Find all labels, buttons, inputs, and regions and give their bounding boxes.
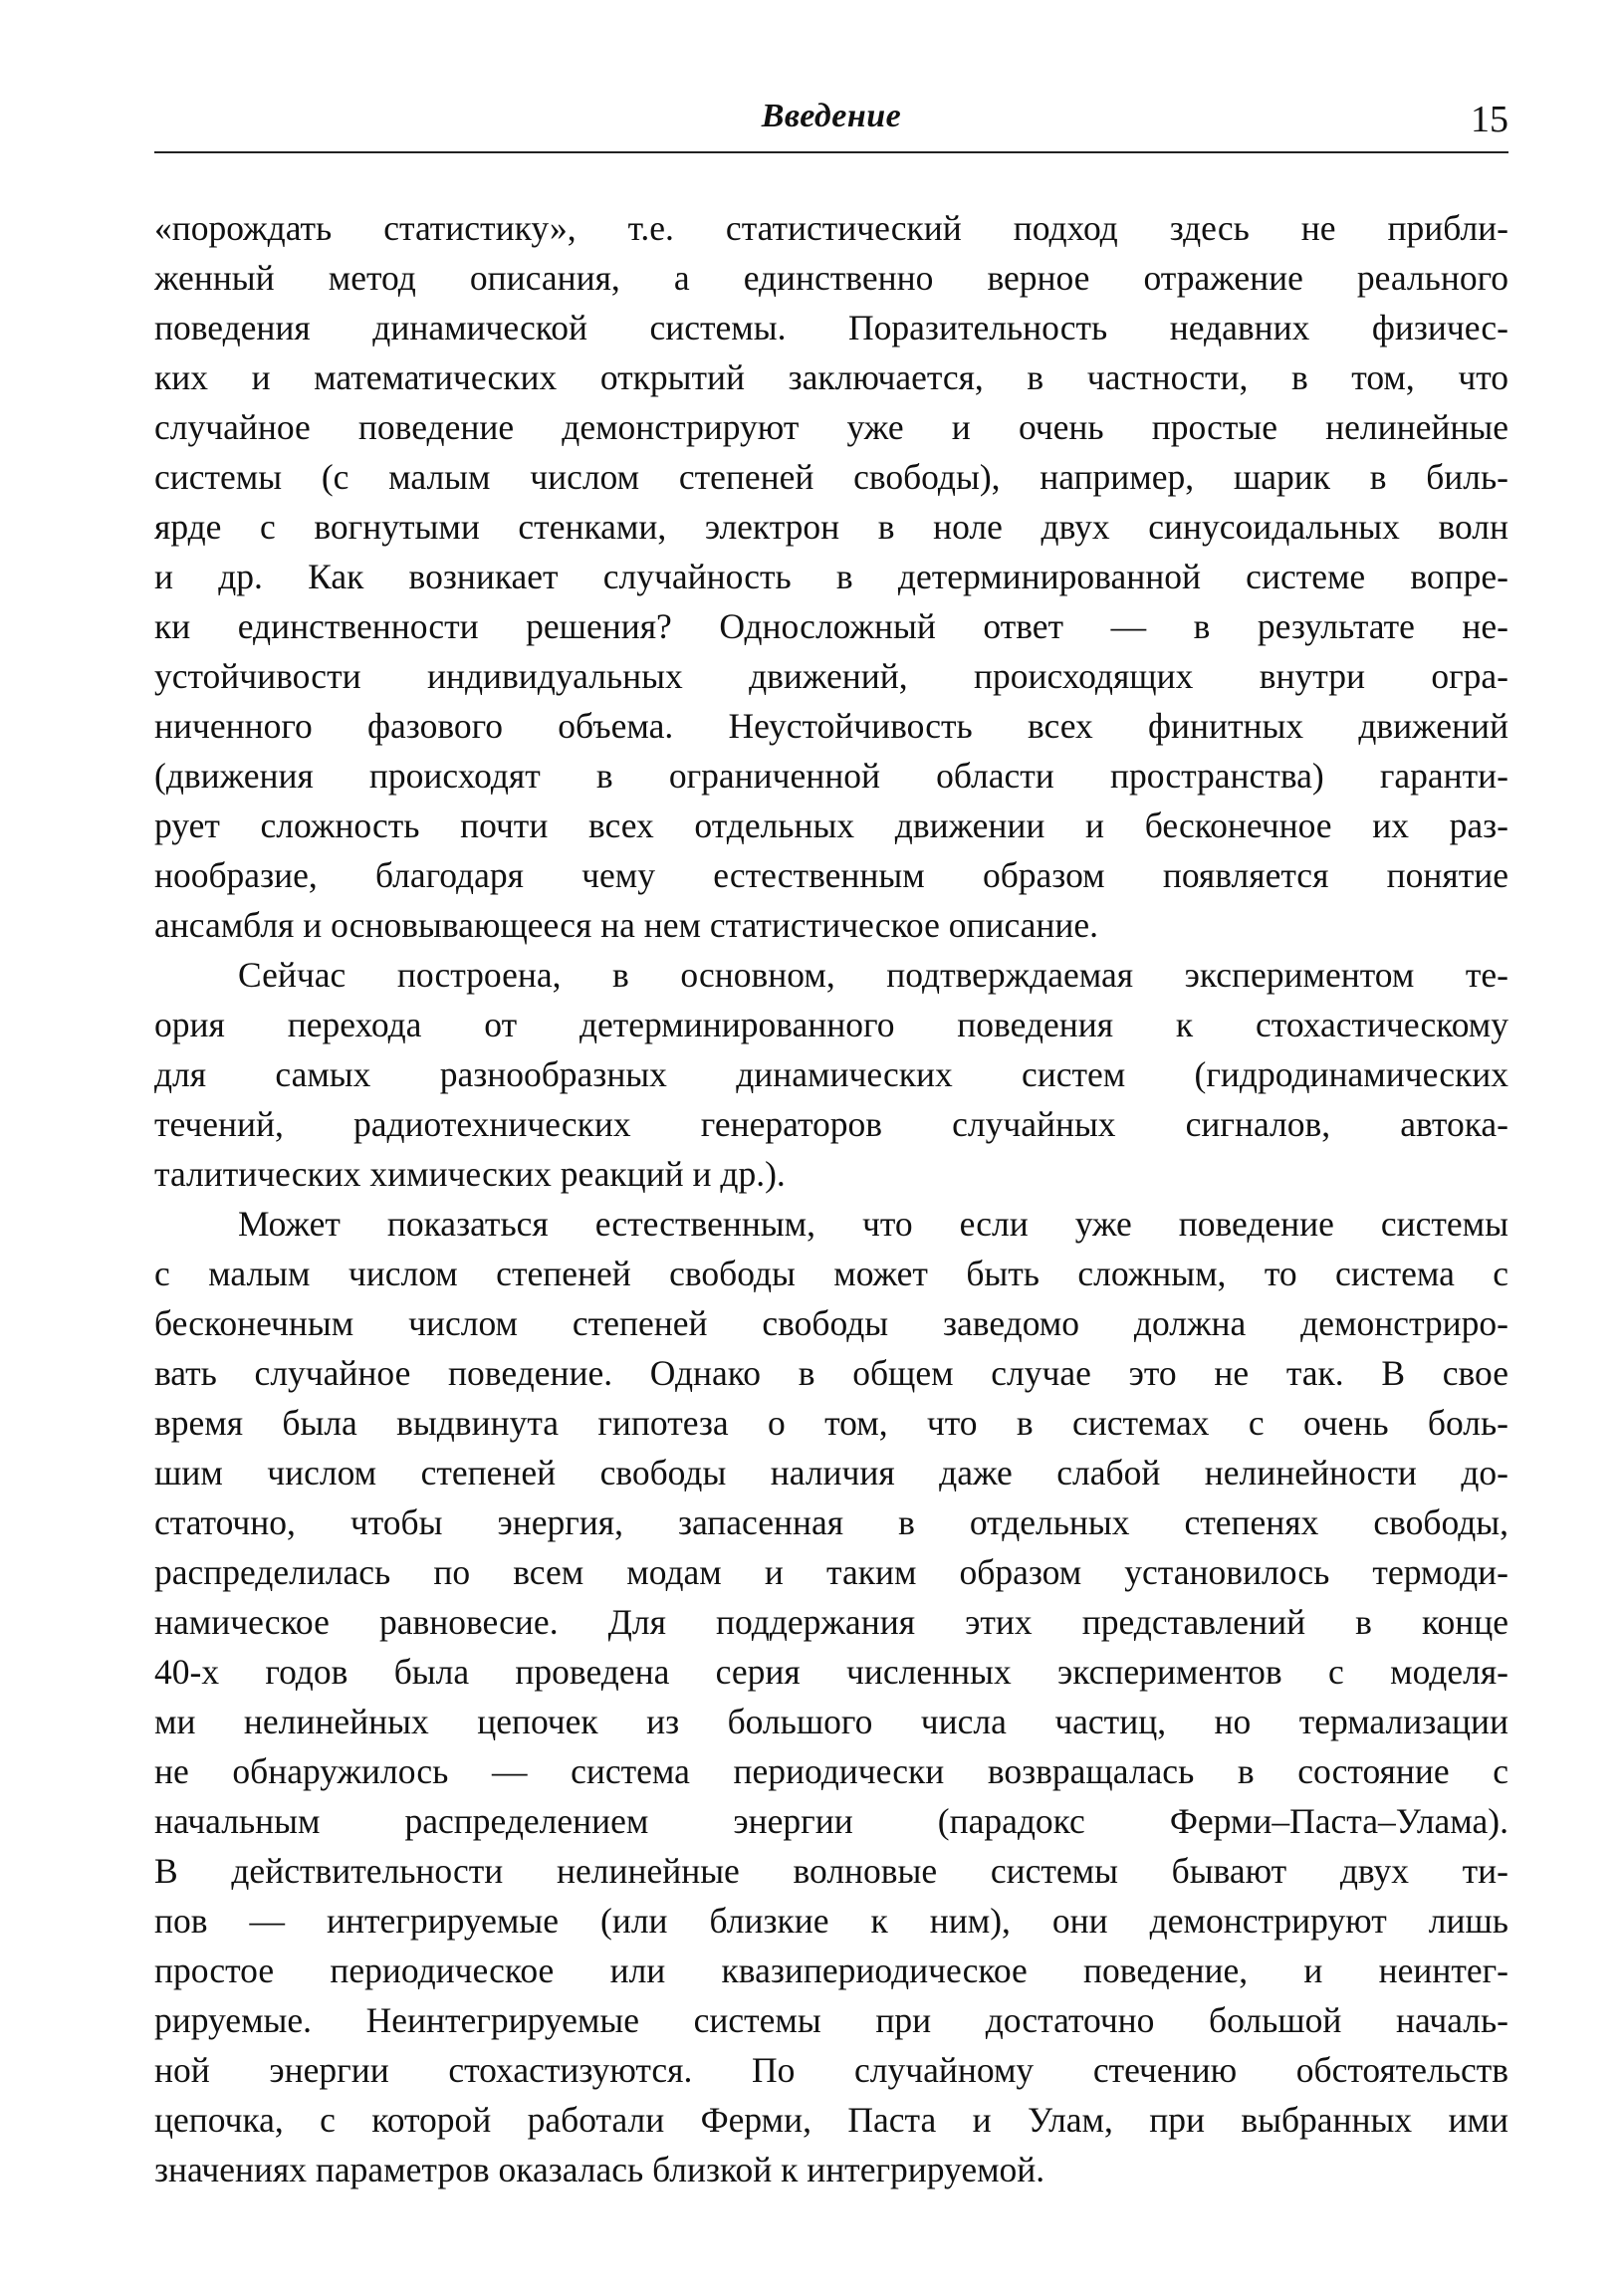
text-line: случайное поведение демонстрируют уже и очень простые нелинейные: [154, 407, 1508, 447]
text-line: системы (с малым числом степеней свободы), например, шарик в биль-: [154, 457, 1508, 497]
paragraph-1: [154, 203, 1508, 950]
running-title: Введение: [761, 98, 902, 134]
header-rule: [154, 151, 1508, 153]
text-line: ми нелинейных цепочек из большого числа частиц, но термализации: [154, 1702, 1508, 1741]
text-line: течений, радиотехнических генераторов случайных сигналов, автока-: [154, 1104, 1508, 1144]
text-line: вать случайное поведение. Однако в общем случае это не так. В свое: [154, 1353, 1508, 1393]
text-line: талитических химических реакций и др.).: [154, 1154, 786, 1194]
text-line: (движения происходят в ограниченной области пространства) гаранти-: [154, 756, 1508, 796]
text-line: намическое равновесие. Для поддержания этих представлений в конце: [154, 1602, 1508, 1642]
text-line: 40-х годов была проведена серия численных экспериментов с моделя-: [154, 1652, 1508, 1692]
text-line: Может показаться естественным, что если уже поведение системы: [238, 1204, 1508, 1244]
text-line: для самых разнообразных динамических систем (гидродинамических: [154, 1054, 1508, 1094]
text-line: не обнаружилось — система периодически возвращалась в состояние с: [154, 1751, 1508, 1791]
paragraph-2: [154, 950, 1508, 1199]
text-line: время была выдвинута гипотеза о том, что в системах с очень боль-: [154, 1403, 1508, 1443]
text-line: начальным распределением энергии (парадокс Ферми–Паста–Улама).: [154, 1801, 1508, 1841]
text-line: ория перехода от детерминированного поведения к стохастическому: [154, 1005, 1508, 1044]
text-line: ниченного фазового объема. Неустойчивость всех финитных движений: [154, 706, 1508, 746]
text-line: ярде с вогнутыми стенками, электрон в ноле двух синусоидальных волн: [154, 507, 1508, 547]
text-line: поведения динамической системы. Поразительность недавних физичес-: [154, 308, 1508, 347]
body-text: [154, 203, 1508, 2194]
text-line: значениях параметров оказалась близкой к интегрируемой.: [154, 2150, 1045, 2189]
text-line: нообразие, благодаря чему естественным образом появляется понятие: [154, 855, 1508, 895]
text-line: и др. Как возникает случайность в детерминированной системе вопре-: [154, 557, 1508, 596]
text-line: шим числом степеней свободы наличия даже слабой нелинейности до-: [154, 1453, 1508, 1492]
text-line: рируемые. Неинтегрируемые системы при достаточно большой началь-: [154, 2000, 1508, 2040]
text-line: статочно, чтобы энергия, запасенная в отдельных степенях свободы,: [154, 1502, 1508, 1542]
text-line: бесконечным числом степеней свободы заведомо должна демонстриро-: [154, 1303, 1508, 1343]
text-line: рует сложность почти всех отдельных движении и бесконечное их раз-: [154, 805, 1508, 845]
text-line: ких и математических открытий заключается, в частности, в том, что: [154, 357, 1508, 397]
page-number: 15: [1471, 99, 1508, 140]
running-head: [154, 98, 1508, 149]
text-line: простое периодическое или квазипериодическое поведение, и неинтег-: [154, 1951, 1508, 1990]
text-line: женный метод описания, а единственно верное отражение реального: [154, 258, 1508, 298]
text-line: ной энергии стохастизуются. По случайному стечению обстоятельств: [154, 2050, 1508, 2090]
text-line: Сейчас построена, в основном, подтверждаемая экспериментом те-: [238, 955, 1508, 995]
text-line: цепочка, с которой работали Ферми, Паста и Улам, при выбранных ими: [154, 2100, 1508, 2140]
text-line: пов — интегрируемые (или близкие к ним), они демонстрируют лишь: [154, 1901, 1508, 1941]
text-line: «порождать статистику», т.е. статистический подход здесь не прибли-: [154, 208, 1508, 248]
text-line: распределилась по всем модам и таким образом установилось термоди-: [154, 1552, 1508, 1592]
text-line: устойчивости индивидуальных движений, происходящих внутри огра-: [154, 656, 1508, 696]
text-line: с малым числом степеней свободы может быть сложным, то система с: [154, 1254, 1508, 1293]
text-line: ансамбля и основывающееся на нем статистическое описание.: [154, 905, 1099, 945]
paragraph-3: [154, 1199, 1508, 2194]
text-line: ки единственности решения? Односложный ответ — в результате не-: [154, 606, 1508, 646]
text-line: В действительности нелинейные волновые системы бывают двух ти-: [154, 1851, 1508, 1891]
